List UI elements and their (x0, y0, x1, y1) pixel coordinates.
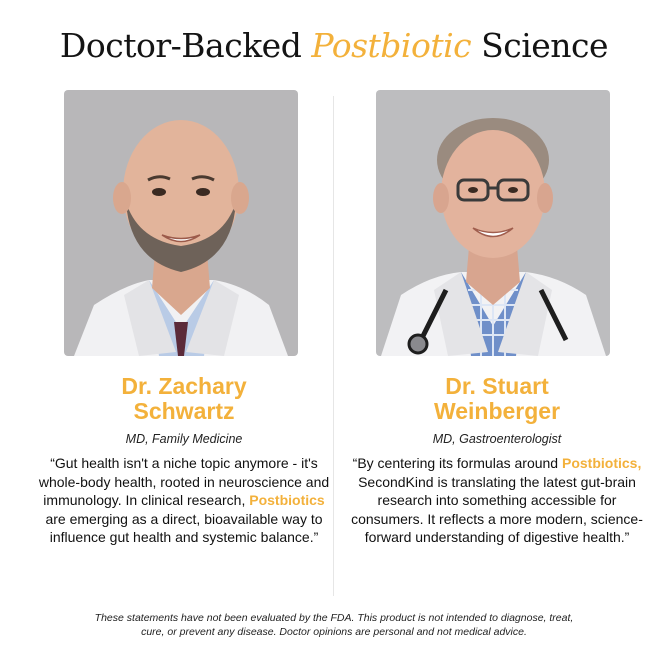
doctor-name (34, 374, 334, 424)
fda-disclaimer (0, 611, 668, 639)
quote-text-end: are emerging as a direct, bioavailable way to influence gut health and systemic balance.” (45, 510, 323, 545)
quote-text-start: “By centering its formulas around (352, 455, 562, 471)
doctor-card-schwartz (34, 90, 334, 547)
doctor-name-last: Weinberger (433, 398, 561, 424)
title-suffix: Science (471, 26, 609, 65)
doctor-name-first: Dr. Stuart (445, 373, 549, 399)
quote-highlight: Postbiotics (249, 492, 325, 508)
page-title (0, 26, 668, 65)
doctor-photo-schwartz (64, 90, 298, 356)
doctor-name-last: Schwartz (133, 398, 235, 424)
doctor-quote (347, 454, 647, 547)
doctor-credential: MD, Gastroenterologist (432, 432, 562, 446)
title-accent: Postbiotic (311, 26, 472, 65)
quote-text-end: SecondKind is translating the latest gut-brain research into something accessible for consumers. It reflects a more modern, science-forward understanding of digestive health.” (351, 473, 643, 545)
disclaimer-line-2: cure, or prevent any disease. Doctor opinions are personal and not medical advice. (141, 626, 527, 638)
doctor-name-first: Dr. Zachary (121, 373, 247, 399)
quote-text-start: “Gut health isn't a niche topic anymore - it's whole-body health, rooted in neuroscience and immunology. In clinical research, (38, 455, 330, 508)
quote-highlight: Postbiotics, (561, 455, 642, 471)
disclaimer-line-1: These statements have not been evaluated by the FDA. This product is not intended to diagnose, treat, (94, 612, 574, 624)
doctor-quote (34, 454, 334, 547)
doctor-photo-weinberger (376, 90, 610, 356)
doctor-credential: MD, Family Medicine (125, 432, 243, 446)
doctor-name (347, 374, 647, 424)
doctor-card-weinberger (347, 90, 647, 547)
title-prefix: Doctor-Backed (59, 26, 312, 65)
